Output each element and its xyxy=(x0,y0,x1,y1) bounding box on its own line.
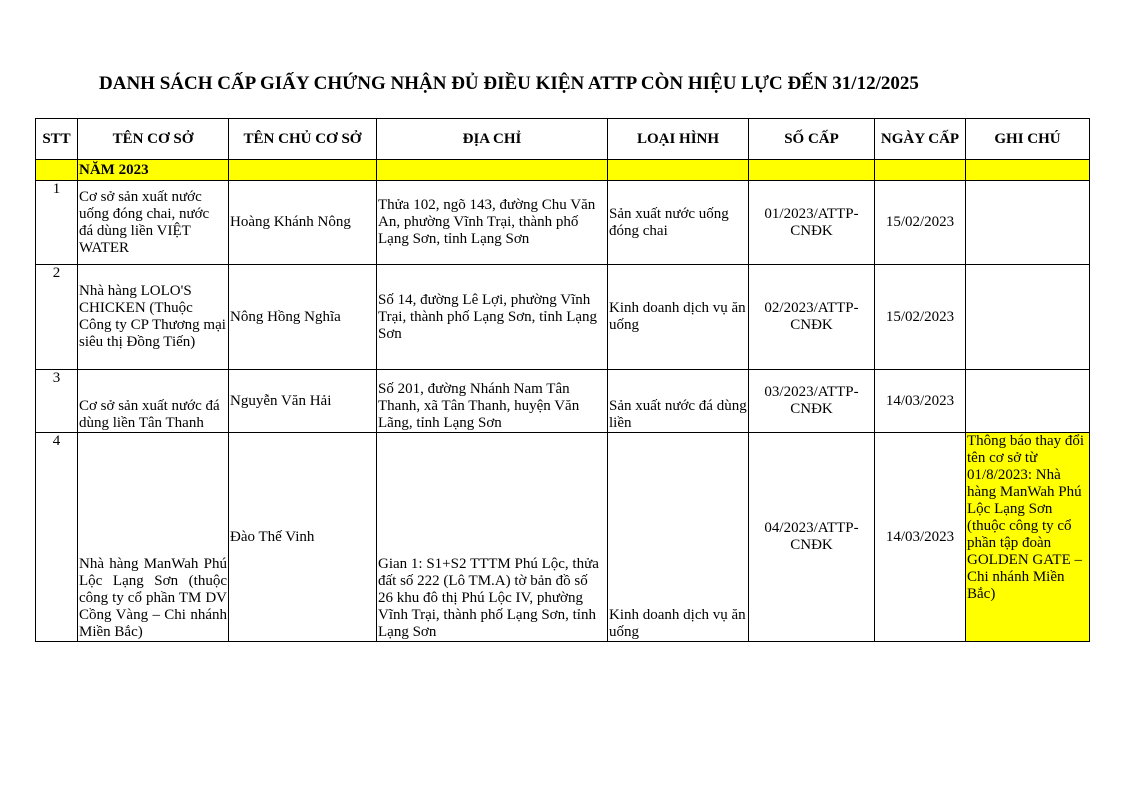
header-ten-chu-co-so: TÊN CHỦ CƠ SỞ xyxy=(229,119,377,160)
header-stt: STT xyxy=(36,119,78,160)
cell-so-cap: 02/2023/ATTP-CNĐK xyxy=(749,265,875,370)
header-dia-chi: ĐỊA CHỈ xyxy=(377,119,608,160)
cell-stt: 4 xyxy=(36,433,78,642)
cell-loai-hinh: Sản xuất nước uống đóng chai xyxy=(608,181,749,265)
cell-loai-hinh: Sản xuất nước đá dùng liền xyxy=(608,370,749,433)
section-cell xyxy=(377,160,608,181)
cell-so-cap: 04/2023/ATTP-CNĐK xyxy=(749,433,875,642)
cell-stt: 2 xyxy=(36,265,78,370)
cell-ten-chu: Hoàng Khánh Nông xyxy=(229,181,377,265)
cell-ten-chu: Nông Hồng Nghĩa xyxy=(229,265,377,370)
cell-stt: 3 xyxy=(36,370,78,433)
section-row-year xyxy=(36,160,1090,181)
cell-ghi-chu xyxy=(966,265,1090,370)
cell-so-cap: 03/2023/ATTP-CNĐK xyxy=(749,370,875,433)
cell-so-cap: 01/2023/ATTP-CNĐK xyxy=(749,181,875,265)
cell-ghi-chu xyxy=(966,181,1090,265)
section-cell xyxy=(36,160,78,181)
cell-ten-chu: Đào Thế Vinh xyxy=(229,433,377,642)
cell-dia-chi: Thửa 102, ngõ 143, đường Chu Văn An, phường Vĩnh Trại, thành phố Lạng Sơn, tỉnh Lạng Sơn xyxy=(377,181,608,265)
section-cell xyxy=(608,160,749,181)
table-row xyxy=(36,181,1090,265)
section-label: NĂM 2023 xyxy=(78,160,229,181)
cell-ten-co-so: Cơ sở sản xuất nước uống đóng chai, nước đá dùng liền VIỆT WATER xyxy=(78,181,229,265)
certificate-table xyxy=(35,118,1090,642)
table-row xyxy=(36,370,1090,433)
cell-stt: 1 xyxy=(36,181,78,265)
cell-ngay-cap: 14/03/2023 xyxy=(875,370,966,433)
header-ngay-cap: NGÀY CẤP xyxy=(875,119,966,160)
cell-loai-hinh: Kinh doanh dịch vụ ăn uống xyxy=(608,265,749,370)
header-so-cap: SỐ CẤP xyxy=(749,119,875,160)
cell-ghi-chu xyxy=(966,370,1090,433)
cell-ten-chu: Nguyễn Văn Hải xyxy=(229,370,377,433)
section-cell xyxy=(749,160,875,181)
section-cell xyxy=(966,160,1090,181)
cell-ghi-chu-highlighted: Thông báo thay đổi tên cơ sở từ 01/8/2023: Nhà hàng ManWah Phú Lộc Lạng Sơn (thuộc công ty cổ phần tập đoàn GOLDEN GATE – Chi nhánh Miền Bắc) xyxy=(966,433,1090,642)
section-cell xyxy=(875,160,966,181)
header-loai-hinh: LOẠI HÌNH xyxy=(608,119,749,160)
cell-ngay-cap: 14/03/2023 xyxy=(875,433,966,642)
table-header-row xyxy=(36,119,1090,160)
cell-ten-co-so: Cơ sở sản xuất nước đá dùng liền Tân Thanh xyxy=(78,370,229,433)
header-ghi-chu: GHI CHÚ xyxy=(966,119,1090,160)
cell-ngay-cap: 15/02/2023 xyxy=(875,181,966,265)
cell-ten-co-so: Nhà hàng ManWah Phú Lộc Lạng Sơn (thuộc công ty cổ phần TM DV Cồng Vàng – Chi nhánh Miền Bắc) xyxy=(78,433,229,642)
cell-dia-chi: Số 14, đường Lê Lợi, phường Vĩnh Trại, thành phố Lạng Sơn, tỉnh Lạng Sơn xyxy=(377,265,608,370)
cell-ngay-cap: 15/02/2023 xyxy=(875,265,966,370)
cell-dia-chi: Gian 1: S1+S2 TTTM Phú Lộc, thửa đất số 222 (Lô TM.A) tờ bản đồ số 26 khu đô thị Phú Lộc IV, phường Vĩnh Trại, thành phố Lạng Sơn, tỉnh Lạng Sơn xyxy=(377,433,608,642)
table-row xyxy=(36,433,1090,642)
document-title: DANH SÁCH CẤP GIẤY CHỨNG NHẬN ĐỦ ĐIỀU KIỆN ATTP CÒN HIỆU LỰC ĐẾN 31/12/2025 xyxy=(99,73,919,94)
header-ten-co-so: TÊN CƠ SỞ xyxy=(78,119,229,160)
section-cell xyxy=(229,160,377,181)
table-row xyxy=(36,265,1090,370)
cell-ten-co-so: Nhà hàng LOLO'S CHICKEN (Thuộc Công ty CP Thương mại siêu thị Đồng Tiến) xyxy=(78,265,229,370)
cell-loai-hinh: Kinh doanh dịch vụ ăn uống xyxy=(608,433,749,642)
cell-dia-chi: Số 201, đường Nhánh Nam Tân Thanh, xã Tân Thanh, huyện Văn Lãng, tỉnh Lạng Sơn xyxy=(377,370,608,433)
